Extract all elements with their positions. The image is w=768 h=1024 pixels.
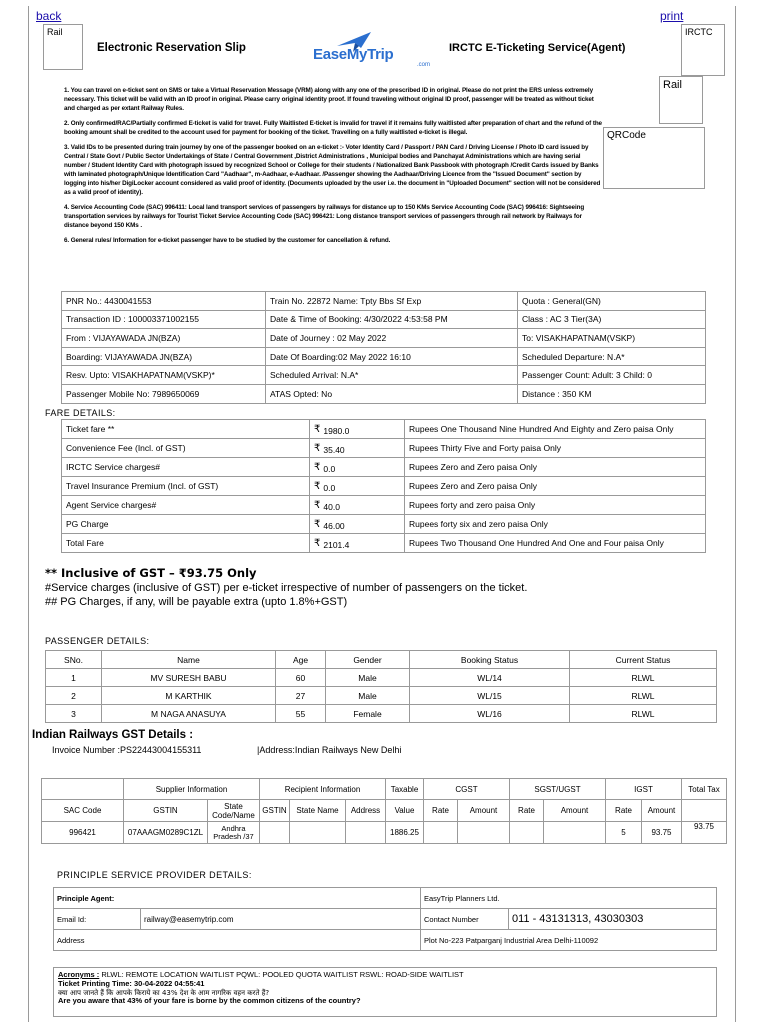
fare-amount-value: 35.40 <box>323 444 345 455</box>
journey-cell: Resv. Upto: VISAKHAPATNAM(VSKP)* <box>62 366 266 385</box>
journey-cell: Class : AC 3 Tier(3A) <box>518 310 706 329</box>
note-item: 3. Valid IDs to be presented during train journey by one of the passenger booked on an e-ticket :- Voter Identity Card / Passport / PAN Card / Driving License / Photo ID card issued by Central / State Govt / Public Sector Undertakings of State / Central Government ,District Administrations , Municipal bodies and Panchayat Administrations which are having serial number / Student Identity Card with photograph issued by recognized School or College for their students / Nationalized Bank Passbook with photograph /Credit Cards issued by Banks with laminated photograph/Unique Identification Card "Aadhaar", m-Aadhaar, e-Aadhaar. /Passenger showing the Aadhaar/Driving Licence from the "Issued Document" section by logging into his/her DigiLocker account considered as valid proof of identity. (Documents uploaded by the user i.e. the document in "Uploaded Document" section will not be considered as a valid proof of identity). <box>64 144 601 196</box>
principal-agent-label: Principle Agent: <box>54 888 421 909</box>
gst-subheader: SAC Code <box>42 800 124 822</box>
acronyms-line: Acronyms : RLWL: REMOTE LOCATION WAITLIST PQWL: POOLED QUOTA WAITLIST RSWL: ROAD-SIDE WAITLIST <box>58 970 464 979</box>
provider-table <box>53 887 717 951</box>
irctc-logo-box: IRCTC <box>681 24 725 76</box>
journey-cell: To: VISAKHAPATNAM(VSKP) <box>518 329 706 348</box>
fare-row <box>62 534 706 553</box>
fare-in-words: Rupees Two Thousand One Hundred And One and Four paisa Only <box>405 534 706 553</box>
service-charge-note: #Service charges (inclusive of GST) per e-ticket irrespective of number of passengers on the ticket. <box>45 582 528 594</box>
passenger-cell: Male <box>326 687 410 705</box>
passenger-row <box>46 669 717 687</box>
fare-amount <box>310 534 405 553</box>
gst-subheader: Amount <box>642 800 682 822</box>
passenger-col-header: SNo. <box>46 651 102 669</box>
page-title: Electronic Reservation Slip <box>97 42 246 54</box>
passenger-cell: Male <box>326 669 410 687</box>
journey-cell: Date of Journey : 02 May 2022 <box>266 329 518 348</box>
provider-contact: 011 - 43131313, 43030303 <box>509 909 717 930</box>
logo-text: EaseMyTrip <box>313 46 394 63</box>
passenger-cell: 3 <box>46 705 102 723</box>
passenger-cell: RLWL <box>570 687 717 705</box>
journey-cell: Scheduled Arrival: N.A* <box>266 366 518 385</box>
fare-amount-value: 46.00 <box>323 520 345 531</box>
gst-subheader: Address <box>346 800 386 822</box>
gst-col-blank <box>42 779 124 800</box>
passenger-cell: M KARTHIK <box>102 687 276 705</box>
gst-group-total-tax: Total Tax <box>682 779 727 800</box>
passenger-cell: MV SURESH BABU <box>102 669 276 687</box>
fare-label: Convenience Fee (Incl. of GST) <box>62 439 310 458</box>
fare-in-words: Rupees forty six and zero paisa Only <box>405 515 706 534</box>
passenger-col-header: Name <box>102 651 276 669</box>
fare-amount-value: 2101.4 <box>323 539 350 550</box>
passenger-cell: 2 <box>46 687 102 705</box>
ticket-print-time: Ticket Printing Time: 30-04-2022 04:55:41 <box>58 978 205 988</box>
provider-company: EasyTrip Planners Ltd. <box>421 888 717 909</box>
fare-row <box>62 420 706 439</box>
gst-subheader: Amount <box>458 800 510 822</box>
passenger-table <box>45 650 717 723</box>
passenger-col-header: Booking Status <box>410 651 570 669</box>
journey-cell: Scheduled Departure: N.A* <box>518 347 706 366</box>
fare-amount-value: 0.0 <box>323 463 336 474</box>
gst-heading: Indian Railways GST Details : <box>32 729 194 741</box>
gst-cell: 5 <box>606 822 642 844</box>
gst-cell: 07AAAGM0289C1ZL <box>124 822 208 844</box>
qr-code-box: QRCode <box>603 127 705 189</box>
fare-label: IRCTC Service charges# <box>62 458 310 477</box>
fare-amount-value: 0.0 <box>323 482 336 493</box>
fare-amount <box>310 515 405 534</box>
journey-cell: From : VIJAYAWADA JN(BZA) <box>62 329 266 348</box>
print-link[interactable]: print <box>660 9 684 23</box>
back-link[interactable]: back <box>36 9 62 23</box>
gst-table <box>41 778 727 844</box>
fare-label: Ticket fare ** <box>62 420 310 439</box>
fare-row <box>62 496 706 515</box>
journey-cell: Passenger Count: Adult: 3 Child: 0 <box>518 366 706 385</box>
gst-subheader: Rate <box>606 800 642 822</box>
gst-subheader: GSTIN <box>124 800 208 822</box>
fare-amount <box>310 458 405 477</box>
hindi-notice: क्या आप जानते हैं कि आपके किराये का 43% देश के आम नागरिक वहन करते हैं? <box>58 988 270 997</box>
journey-cell: ATAS Opted: No <box>266 384 518 403</box>
gst-cell <box>260 822 290 844</box>
footer-box <box>53 967 717 1017</box>
fare-label: PG Charge <box>62 515 310 534</box>
note-item: 4. Service Accounting Code (SAC) 996411: Local land transport services of passengers by railways for distance up to 150 KMs Service Accounting Code (SAC) 996416: Sightseeing transportation services by railways for Tourist Ticket Service Accounting Code (SAC) 996421: Long distance transport services of passengers through rail network by Railways for distance beyond 150 KMs . <box>64 204 585 229</box>
pg-charge-note: ## PG Charges, if any, will be payable extra (upto 1.8%+GST) <box>45 596 348 608</box>
fare-label: Agent Service charges# <box>62 496 310 515</box>
passenger-cell: WL/16 <box>410 705 570 723</box>
journey-row <box>62 384 706 403</box>
fare-in-words: Rupees Zero and Zero paisa Only <box>405 477 706 496</box>
passenger-row <box>46 705 717 723</box>
gst-subheader: Rate <box>424 800 458 822</box>
gst-cell <box>424 822 458 844</box>
passenger-cell: 1 <box>46 669 102 687</box>
gst-subheader: Amount <box>544 800 606 822</box>
fare-amount-value: 1980.0 <box>323 425 350 436</box>
gst-inclusive-note: ** Inclusive of GST – ₹93.75 Only <box>45 566 257 580</box>
passenger-cell: 60 <box>276 669 326 687</box>
gst-cell: Andhra Pradesh /37 <box>208 822 260 844</box>
fare-amount <box>310 477 405 496</box>
passenger-col-header: Age <box>276 651 326 669</box>
journey-row <box>62 292 706 311</box>
logo-sub: .com <box>417 62 431 68</box>
gst-cell: 1886.25 <box>386 822 424 844</box>
english-notice: Are you aware that 43% of your fare is borne by the common citizens of the country? <box>58 996 361 1006</box>
gst-group-taxable: Taxable <box>386 779 424 800</box>
passenger-cell: WL/15 <box>410 687 570 705</box>
invoice-number: Invoice Number :PS22443004155311 <box>52 745 202 755</box>
gst-group-igst: IGST <box>606 779 682 800</box>
contact-label: Contact Number <box>421 909 509 930</box>
fare-amount <box>310 439 405 458</box>
passenger-cell: WL/14 <box>410 669 570 687</box>
gst-cell <box>346 822 386 844</box>
rupee-symbol: ₹ <box>314 537 321 549</box>
passenger-details-heading: PASSENGER DETAILS: <box>45 636 150 646</box>
passenger-cell: RLWL <box>570 705 717 723</box>
journey-cell: Train No. 22872 Name: Tpty Bbs Sf Exp <box>266 292 518 311</box>
gst-subheader: Value <box>386 800 424 822</box>
fare-amount <box>310 420 405 439</box>
journey-row <box>62 347 706 366</box>
journey-cell: Transaction ID : 100003371002155 <box>62 310 266 329</box>
passenger-col-header: Gender <box>326 651 410 669</box>
rupee-symbol: ₹ <box>314 461 321 473</box>
gst-cell: 93.75 <box>682 822 727 844</box>
fare-label: Total Fare <box>62 534 310 553</box>
fare-in-words: Rupees Zero and Zero paisa Only <box>405 458 706 477</box>
gst-group-supplier: Supplier Information <box>124 779 260 800</box>
passenger-cell: Female <box>326 705 410 723</box>
journey-cell: Distance : 350 KM <box>518 384 706 403</box>
rupee-symbol: ₹ <box>314 499 321 511</box>
gst-subheader: State Code/Name <box>208 800 260 822</box>
gst-cell <box>290 822 346 844</box>
gst-subheader: State Name <box>290 800 346 822</box>
fare-row <box>62 477 706 496</box>
rupee-symbol: ₹ <box>314 518 321 530</box>
gst-total-tax-blank <box>682 800 727 822</box>
rupee-symbol: ₹ <box>314 423 321 435</box>
journey-cell: PNR No.: 4430041553 <box>62 292 266 311</box>
rupee-symbol: ₹ <box>314 480 321 492</box>
service-title: IRCTC E-Ticketing Service(Agent) <box>449 42 626 54</box>
gst-cell: 996421 <box>42 822 124 844</box>
fare-label: Travel Insurance Premium (Incl. of GST) <box>62 477 310 496</box>
fare-row <box>62 515 706 534</box>
passenger-cell: RLWL <box>570 669 717 687</box>
journey-cell: Date & Time of Booking: 4/30/2022 4:53:58 PM <box>266 310 518 329</box>
note-item: 2. Only confirmed/RAC/Partially confirmed E-ticket is valid for travel. Fully Waitlisted E-ticket is invalid for travel if it remains fully waitlisted after preparation of chart and the refund of the booking amount shall be credited to the account used for payment for booking of the ticket. Travelling on a fully waitlisted e-ticket is illegal. <box>64 120 602 136</box>
gst-address: |Address:Indian Railways New Delhi <box>257 745 402 755</box>
fare-in-words: Rupees One Thousand Nine Hundred And Eighty and Zero paisa Only <box>405 420 706 439</box>
fare-row <box>62 458 706 477</box>
email-label: Email Id: <box>54 909 141 930</box>
gst-group-recipient: Recipient Information <box>260 779 386 800</box>
fare-amount-value: 40.0 <box>323 501 340 512</box>
note-item: 6. General rules/ Information for e-ticket passenger have to be studied by the customer for cancellation & refund. <box>64 237 391 244</box>
gst-cell: 93.75 <box>642 822 682 844</box>
journey-cell: Quota : General(GN) <box>518 292 706 311</box>
passenger-cell: M NAGA ANASUYA <box>102 705 276 723</box>
instruction-notes <box>64 86 602 251</box>
gst-group-cgst: CGST <box>424 779 510 800</box>
note-item: 1. You can travel on e-ticket sent on SMS or take a Virtual Reservation Message (VRM) along with any one of the prescribed ID in original. Please do not print the ERS unless extremely necessary. This ticket will be valid with an ID proof in original. Please carry original identity proof. If found traveling without original ID proof, passenger will be treated as without ticket and charged as per extant Railway Rules. <box>64 87 594 112</box>
provider-address: Plot No-223 Patparganj Industrial Area Delhi-110092 <box>421 930 717 951</box>
rail-logo-box-2: Rail <box>659 76 703 124</box>
passenger-row <box>46 687 717 705</box>
journey-row <box>62 329 706 348</box>
gst-cell <box>510 822 544 844</box>
passenger-cell: 27 <box>276 687 326 705</box>
journey-details-table <box>61 291 706 404</box>
passenger-col-header: Current Status <box>570 651 717 669</box>
gst-group-sgst: SGST/UGST <box>510 779 606 800</box>
provider-heading: PRINCIPLE SERVICE PROVIDER DETAILS: <box>57 870 252 880</box>
fare-details-heading: FARE DETAILS: <box>45 408 116 418</box>
journey-cell: Passenger Mobile No: 7989650069 <box>62 384 266 403</box>
journey-cell: Boarding: VIJAYAWADA JN(BZA) <box>62 347 266 366</box>
provider-email: railway@easemytrip.com <box>141 909 421 930</box>
journey-row <box>62 310 706 329</box>
gst-cell <box>544 822 606 844</box>
fare-amount <box>310 496 405 515</box>
journey-cell: Date Of Boarding:02 May 2022 16:10 <box>266 347 518 366</box>
fare-in-words: Rupees Thirty Five and Forty paisa Only <box>405 439 706 458</box>
fare-details-table <box>61 419 706 553</box>
fare-in-words: Rupees forty and zero paisa Only <box>405 496 706 515</box>
easemytrip-logo <box>313 28 433 74</box>
gst-subheader: GSTIN <box>260 800 290 822</box>
rupee-symbol: ₹ <box>314 442 321 454</box>
gst-cell <box>458 822 510 844</box>
address-label: Address <box>54 930 421 951</box>
passenger-cell: 55 <box>276 705 326 723</box>
rail-logo-box: Rail <box>43 24 83 70</box>
gst-subheader: Rate <box>510 800 544 822</box>
fare-row <box>62 439 706 458</box>
journey-row <box>62 366 706 385</box>
